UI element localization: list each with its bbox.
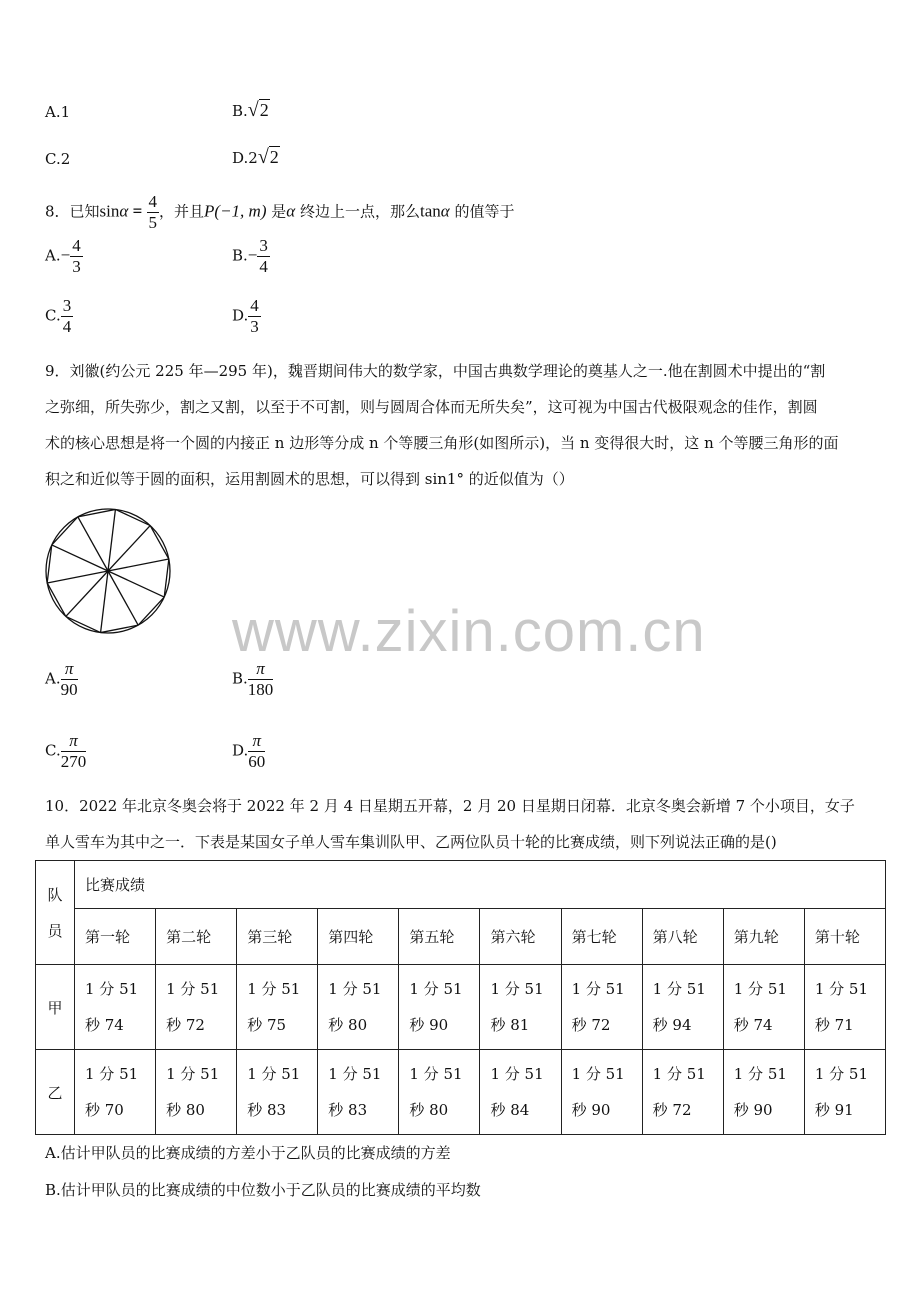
q8-stem: 8．已知sinα = $\frac{4}{5}$ ，并且P(−1, m) 是α 终边上一点，那么tanα 的值等于 [45,192,515,232]
radius-spoke [108,509,115,571]
q9-option-d: D. $\frac{\pi}{60}$ [232,731,266,771]
q8-option-c: C. $\frac{3}{4}$ [45,296,72,336]
table-row [36,965,886,1050]
q10-option-a: A.估计甲队员的比赛成绩的方差小于乙队员的比赛成绩的方差 [45,1144,451,1162]
score-cell: 1 分 51 秒 72 [642,1050,723,1135]
score-cell: 1 分 51 秒 80 [399,1050,480,1135]
q7-option-b: B.√2 [232,99,269,121]
score-cell: 1 分 51 秒 72 [561,965,642,1050]
q9-option-b: B. $\frac{\pi}{180}$ [232,659,274,699]
q9-option-a: A. $\frac{\pi}{90}$ [45,659,78,699]
polygon-edge [52,517,78,545]
score-cell: 1 分 51 秒 84 [480,1050,561,1135]
round-header: 第十轮 [804,909,885,965]
radius-spoke [101,571,108,633]
q10-line-1: 10．2022 年北京冬奥会将于 2022 年 2 月 4 日星期五开幕，2 月 20 日星期日闭幕．北京冬奥会新增 7 个小项目，女子 [45,797,855,815]
q8-option-d: D. $\frac{4}{3}$ [232,296,259,336]
score-cell: 1 分 51 秒 90 [399,965,480,1050]
score-cell: 1 分 51 秒 70 [75,1050,156,1135]
round-header: 第二轮 [156,909,237,965]
round-header: 第七轮 [561,909,642,965]
round-header: 第五轮 [399,909,480,965]
q7-option-c: C.2 [45,150,71,168]
q7-option-a: A.1 [45,103,71,121]
score-cell: 1 分 51 秒 94 [642,965,723,1050]
table-row [36,1050,886,1135]
polygon-edge [66,616,101,632]
q10-option-b: B.估计甲队员的比赛成绩的中位数小于乙队员的比赛成绩的平均数 [45,1181,481,1199]
corner-header: 队 员 [36,861,75,965]
polygon-edge [47,583,66,616]
score-cell: 1 分 51 秒 71 [804,965,885,1050]
q9-line-2: 之弥细，所失弥少，割之又割，以至于不可割，则与圆周合体而无所失矣”，这可视为中国古代极限观念的佳作，割圆 [45,398,818,416]
q9-line-1: 9．刘徽(约公元 225 年—295 年)，魏晋期间伟大的数学家，中国古典数学理论的奠基人之一.他在割圆术中提出的“割 [45,362,826,380]
round-header: 第三轮 [237,909,318,965]
watermark: www.zixin.com.cn [232,599,706,664]
polygon-edge [150,526,169,559]
polygon-edge [138,597,164,625]
q9-stem [45,353,885,497]
polygon-edge [115,509,150,525]
q10-stem [45,788,885,860]
score-table [35,860,886,1135]
score-cell: 1 分 51 秒 80 [156,1050,237,1135]
score-cell: 1 分 51 秒 81 [480,965,561,1050]
radius-spoke [108,571,164,597]
score-cell: 1 分 51 秒 80 [318,965,399,1050]
score-cell: 1 分 51 秒 90 [723,1050,804,1135]
q10-line-2: 单人雪车为其中之一．下表是某国女子单人雪车集训队甲、乙两位队员十轮的比赛成绩，则下列说法正确的是() [45,833,777,851]
q9-line-4: 积之和近似等于圆的面积，运用割圆术的思想，可以得到 sin1° 的近似值为（） [45,470,574,488]
score-cell: 1 分 51 秒 83 [318,1050,399,1135]
sqrt-symbol: √2 [247,99,269,121]
athlete-name: 甲 [36,965,75,1050]
athlete-name: 乙 [36,1050,75,1135]
sqrt-symbol: √2 [257,146,279,168]
inscribed-polygon-figure [42,505,182,640]
score-cell: 1 分 51 秒 90 [561,1050,642,1135]
radius-spoke [78,517,108,571]
round-header: 第四轮 [318,909,399,965]
round-header: 第一轮 [75,909,156,965]
score-cell: 1 分 51 秒 74 [723,965,804,1050]
score-cell: 1 分 51 秒 75 [237,965,318,1050]
group-header: 比赛成绩 [75,861,886,909]
radius-spoke [108,571,138,625]
q8-option-a: A.− $\frac{4}{3}$ [45,236,81,276]
score-cell: 1 分 51 秒 83 [237,1050,318,1135]
score-cell: 1 分 51 秒 72 [156,965,237,1050]
round-header: 第九轮 [723,909,804,965]
q8-fraction: $\frac{4}{5}$ [148,192,158,232]
q9-line-3: 术的核心思想是将一个圆的内接正 n 边形等分成 n 个等腰三角形(如图所示)，当 n 变得很大时，这 n 个等腰三角形的面 [45,434,839,452]
rounds-header-row [36,909,886,965]
radius-spoke [52,545,108,571]
q9-option-c: C. $\frac{\pi}{270}$ [45,731,87,771]
round-header: 第六轮 [480,909,561,965]
q8-option-b: B.− $\frac{3}{4}$ [232,236,268,276]
score-cell: 1 分 51 秒 74 [75,965,156,1050]
round-header: 第八轮 [642,909,723,965]
q7-option-d: D.2√2 [232,146,279,168]
score-cell: 1 分 51 秒 91 [804,1050,885,1135]
